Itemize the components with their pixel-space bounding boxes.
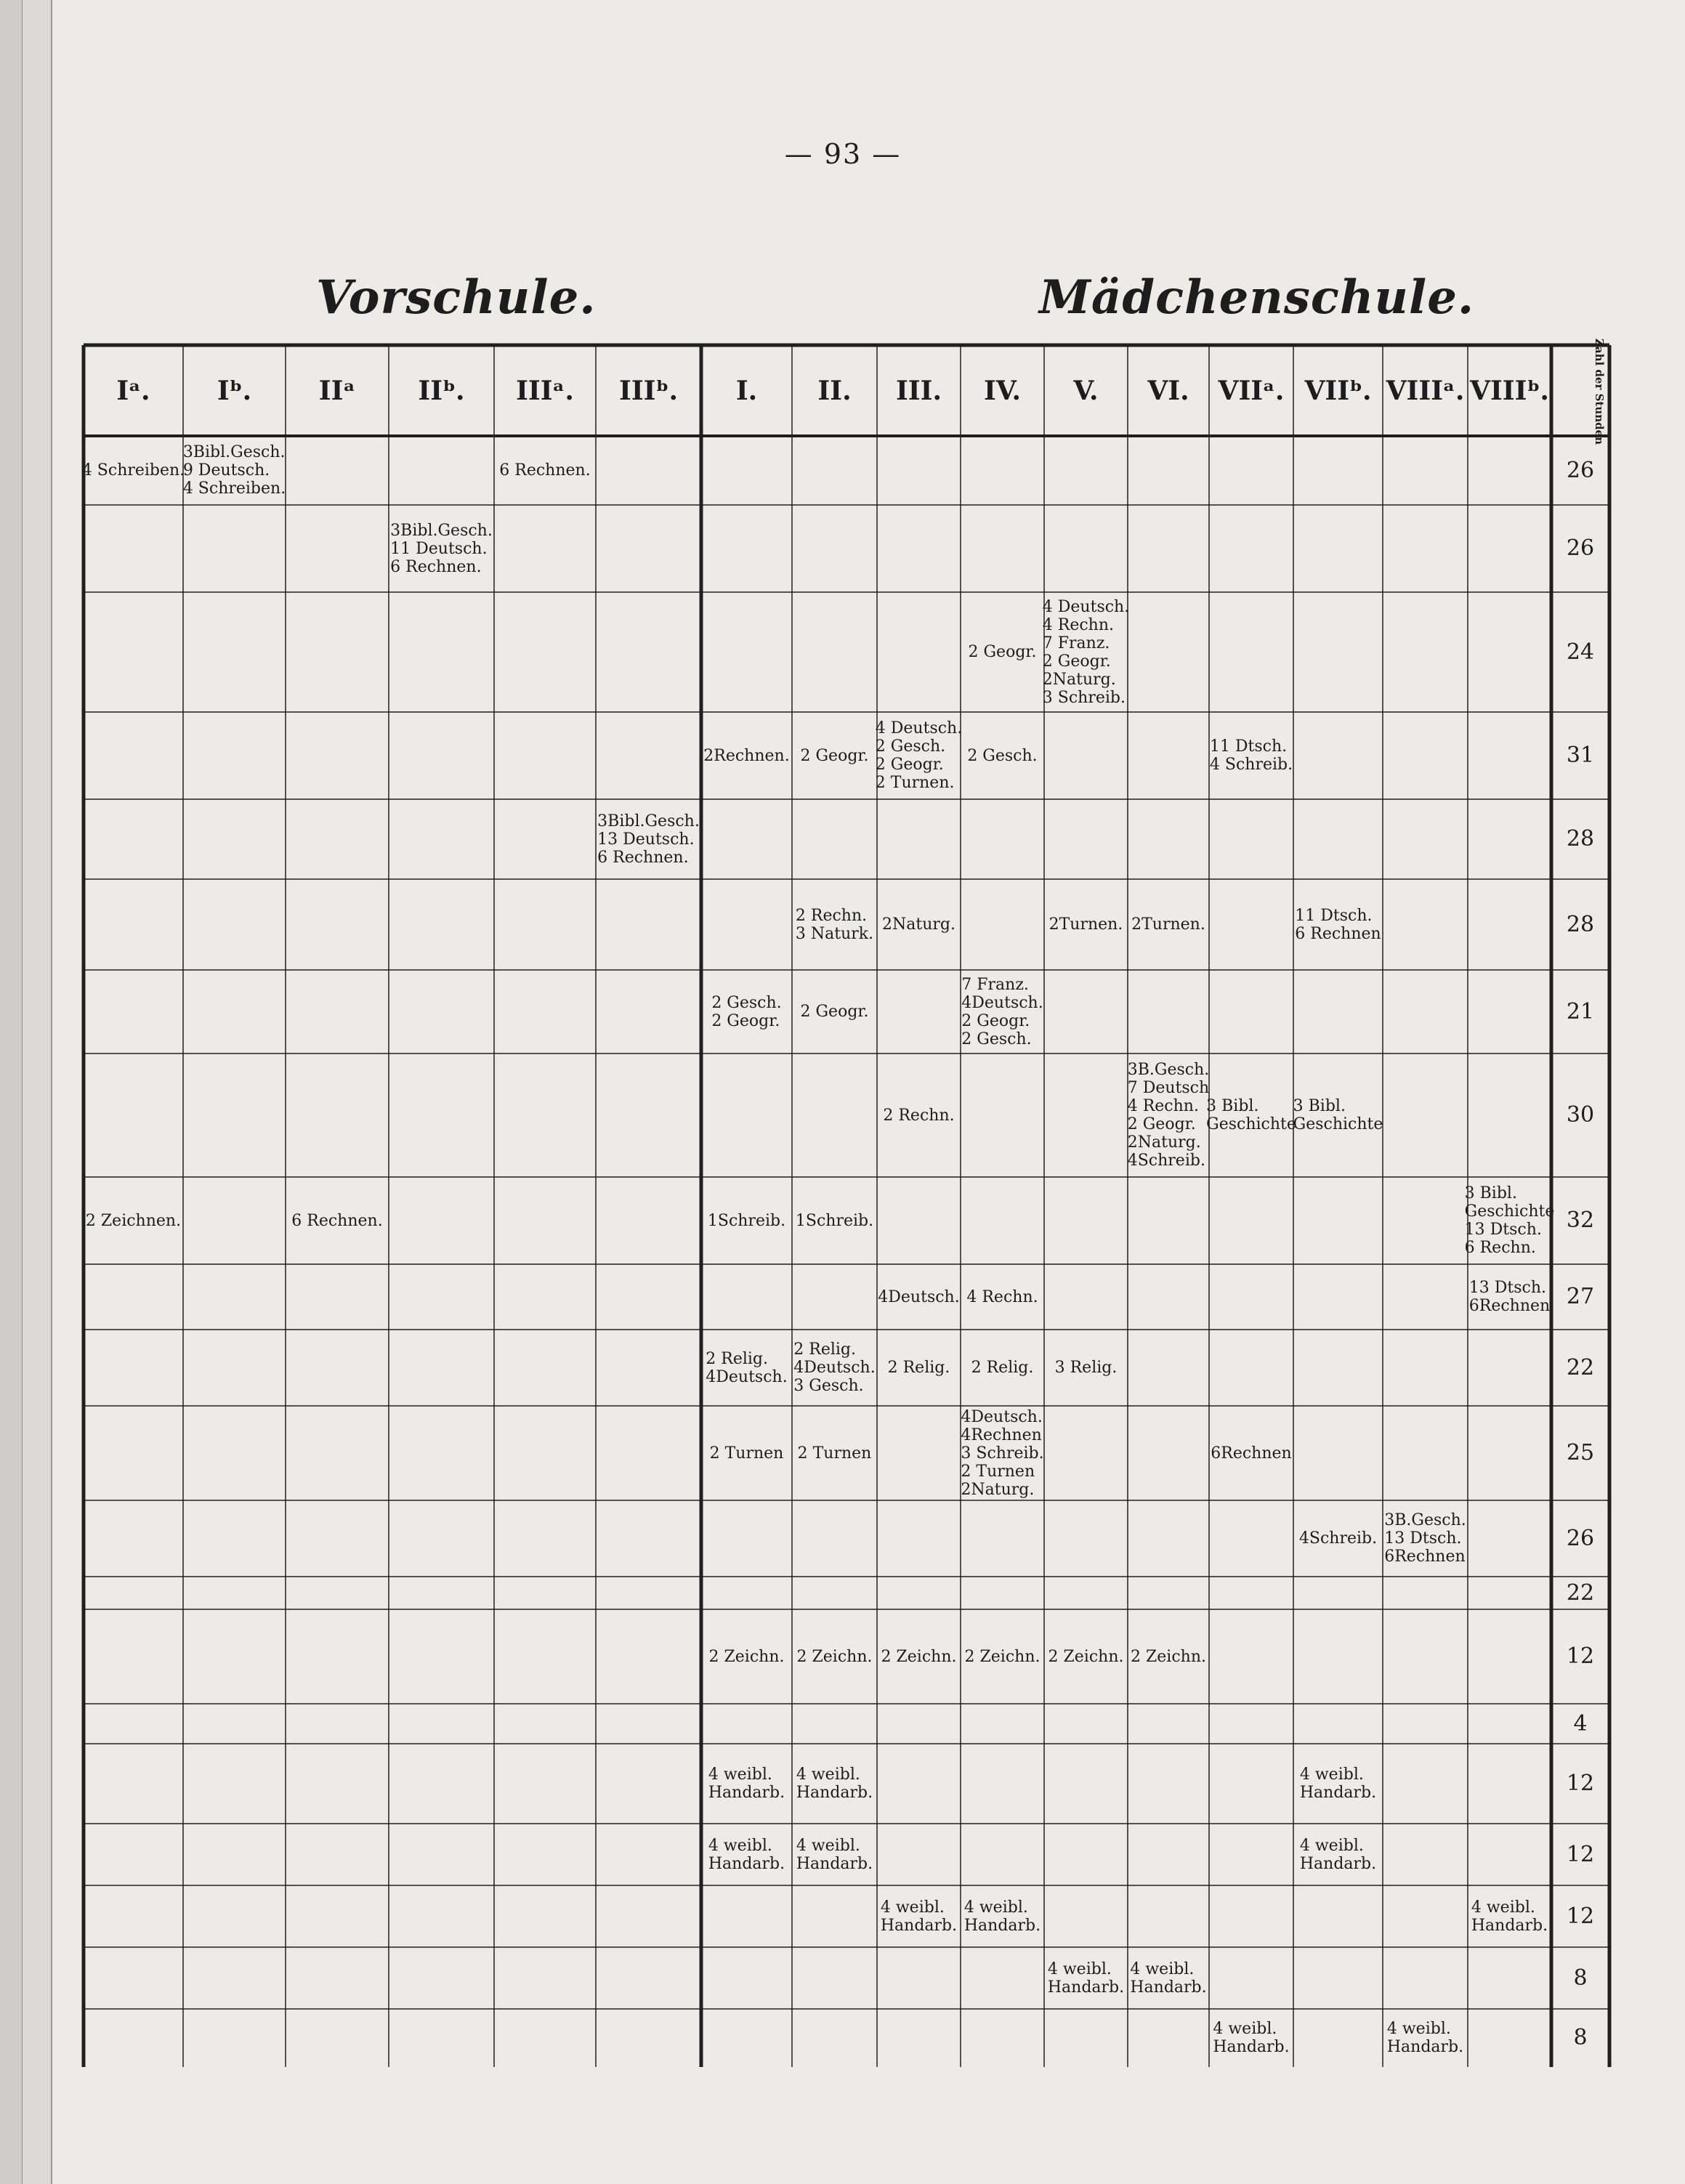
table-cell: 6 Rechnen. xyxy=(291,1211,383,1230)
row-total-hours: 12 xyxy=(1566,1842,1595,1867)
table-cell: 2 Zeichn. xyxy=(1131,1647,1206,1666)
row-total-hours: 28 xyxy=(1566,826,1595,852)
table-cell: 4 weibl. Handarb. xyxy=(796,1836,873,1873)
table-cell: 3Bibl.Gesch. 11 Deutsch. 6 Rechnen. xyxy=(390,521,493,576)
table-cell: 2Naturg. xyxy=(882,915,955,934)
heading-vorschule: Vorschule. xyxy=(316,270,597,325)
table-cell: 3B.Gesch. 7 Deutsch 4 Rechn. 2 Geogr. 2Naturg. 4Schreib. xyxy=(1127,1061,1210,1170)
table-cell: 4 Deutsch. 4 Rechn. 7 Franz. 2 Geogr. 2Naturg. 3 Schreib. xyxy=(1042,597,1130,707)
heading-maedchenschule: Mädchenschule. xyxy=(1039,270,1475,325)
row-total-hours: 22 xyxy=(1566,1355,1595,1380)
table-cell: 3 Bibl. Geschichte 13 Dtsch. 6 Rechn. xyxy=(1464,1184,1555,1257)
table-cell: 4Deutsch. 4Rechnen 3 Schreib. 2 Turnen 2Naturg. xyxy=(961,1407,1044,1499)
table-cell: 4Schreib. xyxy=(1298,1529,1378,1548)
table-cell: 3B.Gesch. 13 Dtsch. 6Rechnen xyxy=(1384,1511,1466,1566)
column-header: Iᵇ. xyxy=(217,375,252,406)
table-cell: 2 Turnen xyxy=(797,1444,872,1463)
row-total-hours: 26 xyxy=(1566,535,1595,561)
column-header: IIIᵃ. xyxy=(516,375,574,406)
table-cell: 3Bibl.Gesch. 13 Deutsch. 6 Rechnen. xyxy=(597,812,700,867)
table-cell: 2 Gesch. 2 Geogr. xyxy=(711,993,782,1030)
table-cell: 1Schreib. xyxy=(795,1211,874,1230)
table-cell: 4 weibl. Handarb. xyxy=(1130,1959,1207,1997)
column-header: VIIIᵃ. xyxy=(1386,375,1465,406)
row-total-hours: 26 xyxy=(1566,458,1595,483)
row-total-hours: 8 xyxy=(1573,2025,1588,2050)
table-cell: 11 Dtsch. 4 Schreib. xyxy=(1209,737,1293,774)
column-header: IIIᵇ. xyxy=(619,375,678,406)
table-cell: 4 weibl. Handarb. xyxy=(1213,2020,1290,2056)
table-cell: 2 Relig. xyxy=(887,1359,950,1377)
column-header: Iᵃ. xyxy=(116,375,150,406)
page-number: — 93 — xyxy=(784,138,902,170)
row-total-hours: 21 xyxy=(1566,999,1595,1024)
column-header: IIᵇ. xyxy=(418,375,465,406)
column-header: VIIᵃ. xyxy=(1218,375,1285,406)
table-cell: 2 Rechn. 3 Naturk. xyxy=(795,906,874,943)
table-cell: 2 Relig. 4Deutsch. xyxy=(706,1349,788,1386)
table-cell: 4 weibl. Handarb. xyxy=(1386,2020,1464,2056)
table-cell: 3Bibl.Gesch. 9 Deutsch. 4 Schreiben. xyxy=(182,443,286,498)
table-cell: 6 Rechnen. xyxy=(499,461,591,480)
table-cell: 4 weibl. Handarb. xyxy=(963,1898,1041,1935)
row-total-hours: 26 xyxy=(1566,1526,1595,1551)
table-cell: 4 weibl. Handarb. xyxy=(1299,1836,1377,1873)
table-cell: 2Rechnen. xyxy=(703,746,790,765)
table-cell: 2 Geogr. xyxy=(800,1003,869,1021)
table-cell: 2 Gesch. xyxy=(967,746,1038,765)
column-header: VIIᵇ. xyxy=(1304,375,1372,406)
table-cell: 2 Zeichn. xyxy=(1048,1647,1124,1666)
column-header: VI. xyxy=(1147,375,1189,406)
row-total-hours: 28 xyxy=(1566,912,1595,937)
row-total-hours: 12 xyxy=(1566,1643,1595,1669)
table-cell: 4 weibl. Handarb. xyxy=(708,1836,785,1873)
column-header: III. xyxy=(895,375,942,406)
table-cell: 2 Geogr. xyxy=(800,746,869,765)
table-cell: 4 Deutsch. 2 Gesch. 2 Geogr. 2 Turnen. xyxy=(875,719,963,792)
table-cell: 11 Dtsch. 6 Rechnen xyxy=(1295,906,1381,943)
row-total-hours: 31 xyxy=(1566,743,1595,768)
table-cell: 2 Zeichn. xyxy=(796,1647,873,1666)
table-cell: 1Schreib. xyxy=(707,1211,786,1230)
table-cell: 4 weibl. Handarb. xyxy=(1471,1898,1548,1935)
row-total-hours: 30 xyxy=(1566,1102,1595,1128)
table-cell: 4 weibl. Handarb. xyxy=(1299,1766,1377,1802)
column-header: I. xyxy=(735,375,758,406)
column-header: IIᵃ xyxy=(318,375,356,406)
table-cell: 4 weibl. Handarb. xyxy=(1047,1959,1125,1997)
row-total-hours: 12 xyxy=(1566,1904,1595,1929)
row-total-hours: 32 xyxy=(1566,1208,1595,1233)
row-total-hours: 4 xyxy=(1573,1711,1588,1736)
table-cell: 2 Geogr. xyxy=(968,643,1037,661)
table-cell: 2 Zeichn. xyxy=(708,1647,785,1666)
table-cell: 3 Bibl. Geschichte xyxy=(1293,1097,1383,1133)
table-cell: 2 Relig. 4Deutsch. 3 Gesch. xyxy=(793,1340,876,1395)
table-cell: 2 Zeichn. xyxy=(881,1647,957,1666)
row-total-hours: 27 xyxy=(1566,1284,1595,1309)
table-cell: 4 Rechn. xyxy=(966,1287,1038,1306)
table-cell: 2Turnen. xyxy=(1131,915,1205,934)
table-cell: 2 Relig. xyxy=(971,1359,1034,1377)
table-cell: 4 weibl. Handarb. xyxy=(796,1766,873,1802)
table-cell: 4 weibl. Handarb. xyxy=(880,1898,958,1935)
column-header: VIIIᵇ. xyxy=(1470,375,1549,406)
table-cell: 2 Zeichn. xyxy=(964,1647,1041,1666)
table-cell: 13 Dtsch. 6Rechnen xyxy=(1468,1279,1551,1315)
column-header: IV. xyxy=(983,375,1021,406)
table-cell: 2 Turnen xyxy=(709,1444,784,1463)
row-total-hours: 24 xyxy=(1566,639,1595,665)
table-cell: 2Turnen. xyxy=(1048,915,1123,934)
table-cell: 7 Franz. 4Deutsch. 2 Geogr. 2 Gesch. xyxy=(961,975,1043,1048)
table-cell: 4 weibl. Handarb. xyxy=(708,1766,785,1802)
row-total-hours: 25 xyxy=(1566,1440,1595,1465)
table-cell: 3 Relig. xyxy=(1054,1359,1118,1377)
table-cell: 4 Schreiben. xyxy=(81,461,185,480)
row-total-hours: 8 xyxy=(1573,1965,1588,1991)
column-header: II. xyxy=(817,375,852,406)
row-total-hours: 12 xyxy=(1566,1771,1595,1796)
row-total-hours: 22 xyxy=(1566,1580,1595,1606)
total-hours-header xyxy=(1584,338,1615,445)
table-cell: 4Deutsch. xyxy=(878,1287,960,1306)
total-hours-header-label: Zahl der Stunden xyxy=(1593,338,1606,445)
table-cell: 2 Zeichnen. xyxy=(85,1211,182,1230)
column-header: V. xyxy=(1073,375,1099,406)
table-cell: 2 Rechn. xyxy=(883,1106,955,1125)
table-cell: 3 Bibl. Geschichte xyxy=(1206,1097,1296,1133)
table-cell: 6Rechnen xyxy=(1211,1444,1292,1463)
